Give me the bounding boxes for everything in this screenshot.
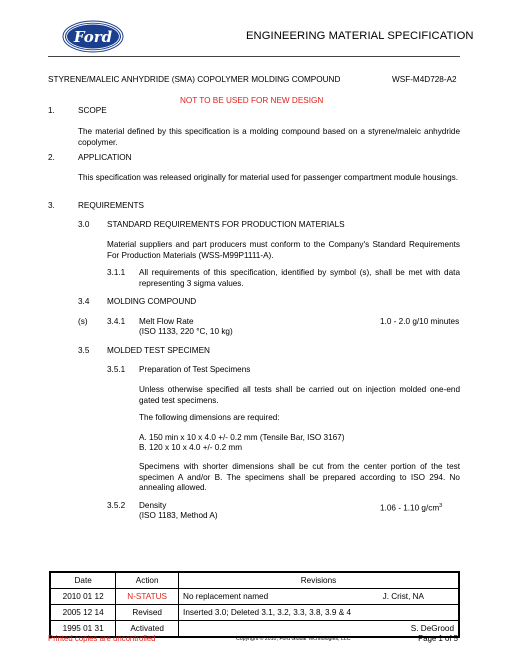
clause-3-1-1-text: All requirements of this specification, identified by symbol (s), shall be met with data representing 3 sigma values. (139, 268, 460, 288)
density-label: Density (139, 501, 167, 510)
subsection-number: 3.5 (78, 346, 90, 355)
clause-number: 3.5.1 (107, 365, 126, 374)
spec-subject: STYRENE/MALEIC ANHYDRIDE (SMA) COPOLYMER MOLDING COMPOUND (48, 75, 341, 84)
column-header-date: Date (50, 572, 116, 589)
revision-table (49, 571, 460, 638)
clause-number: 3.4.1 (107, 317, 126, 326)
sigma-symbol: (s) (78, 317, 88, 326)
document-title: ENGINEERING MATERIAL SPECIFICATION (246, 30, 474, 42)
clause-number: 3.1.1 (107, 268, 126, 277)
preparation-heading: Preparation of Test Specimens (139, 365, 251, 374)
dimension-item: A. 150 min x 10 x 4.0 +/- 0.2 mm (Tensile Bar, ISO 3167) (139, 433, 345, 442)
density-value-exponent: 3 (439, 503, 443, 509)
section-heading-application: APPLICATION (78, 153, 132, 162)
revision-text: No replacement named (183, 592, 269, 601)
column-header-action: Action (116, 572, 179, 589)
dimensions-intro: The following dimensions are required: (139, 413, 280, 422)
revision-action: N-STATUS (116, 589, 179, 605)
application-text: This specification was released originally for material used for passenger compartment module housings. (78, 173, 458, 182)
density-value (380, 501, 442, 514)
header-rule (48, 56, 460, 57)
revision-date: 1995 01 31 (50, 621, 116, 638)
revision-description (179, 621, 459, 638)
section-heading-scope: SCOPE (78, 106, 107, 115)
revision-author: S. DeGrood (410, 624, 454, 633)
revision-table-header (50, 572, 459, 589)
page-number: Page 1 of 5 (418, 634, 458, 643)
subsection-number: 3.0 (78, 220, 90, 229)
revision-description (179, 605, 459, 621)
melt-flow-rate-label: Melt Flow Rate (139, 317, 194, 326)
copyright-notice: Copyright © 2010, Ford Global Technologies, LLC (236, 636, 351, 642)
section-number: 2. (48, 153, 55, 162)
revision-date: 2005 12 14 (50, 605, 116, 621)
revision-action: Activated (116, 621, 179, 638)
spec-number: WSF-M4D728-A2 (392, 75, 457, 84)
revision-text: Inserted 3.0; Deleted 3.1, 3.2, 3.3, 3.8, 3.9 & 4 (183, 608, 352, 617)
subsection-heading-molding-compound: MOLDING COMPOUND (107, 297, 197, 306)
subsection-heading-molded-test-specimen: MOLDED TEST SPECIMEN (107, 346, 210, 355)
revision-description (179, 589, 459, 605)
scope-text: The material defined by this specification is a molding compound based on a styrene/maleic anhydride copolymer. (78, 127, 460, 147)
section-number: 3. (48, 201, 55, 210)
dimension-item: B. 120 x 10 x 4.0 +/- 0.2 mm (139, 443, 243, 452)
preparation-text: Unless otherwise specified all tests shall be carried out on injection molded one-end gated test specimens. (139, 385, 460, 405)
revision-date: 2010 01 12 (50, 589, 116, 605)
melt-flow-rate-method: (ISO 1133, 220 °C, 10 kg) (139, 327, 233, 336)
shorter-specimens-text: Specimens with shorter dimensions shall be cut from the center portion of the test specimen A and/or B. The specimens shall be prepared according to ISO 294. No annealing allowed. (139, 462, 460, 492)
revision-author: J. Crist, NA (382, 592, 424, 601)
table-row (50, 605, 459, 621)
table-row (50, 589, 459, 605)
subsection-heading-standard-requirements: STANDARD REQUIREMENTS FOR PRODUCTION MATERIALS (107, 220, 345, 229)
warning-banner: NOT TO BE USED FOR NEW DESIGN (180, 96, 324, 105)
ford-logo-text: Ford (73, 28, 113, 46)
column-header-revisions: Revisions (179, 572, 459, 589)
melt-flow-rate-value: 1.0 - 2.0 g/10 minutes (380, 317, 460, 326)
standard-requirements-text: Material suppliers and part producers must conform to the Company's Standard Requirements For Production Materials (WSS-M99P1111-A). (107, 240, 460, 260)
revision-action: Revised (116, 605, 179, 621)
subsection-number: 3.4 (78, 297, 90, 306)
clause-number: 3.5.2 (107, 501, 126, 510)
section-heading-requirements: REQUIREMENTS (78, 201, 144, 210)
ford-logo (62, 20, 124, 53)
density-value-text: 1.06 - 1.10 g/cm (380, 503, 440, 513)
density-method: (ISO 1183, Method A) (139, 511, 218, 520)
uncontrolled-copy-notice: Printed copies are uncontrolled (48, 634, 156, 643)
section-number: 1. (48, 106, 55, 115)
